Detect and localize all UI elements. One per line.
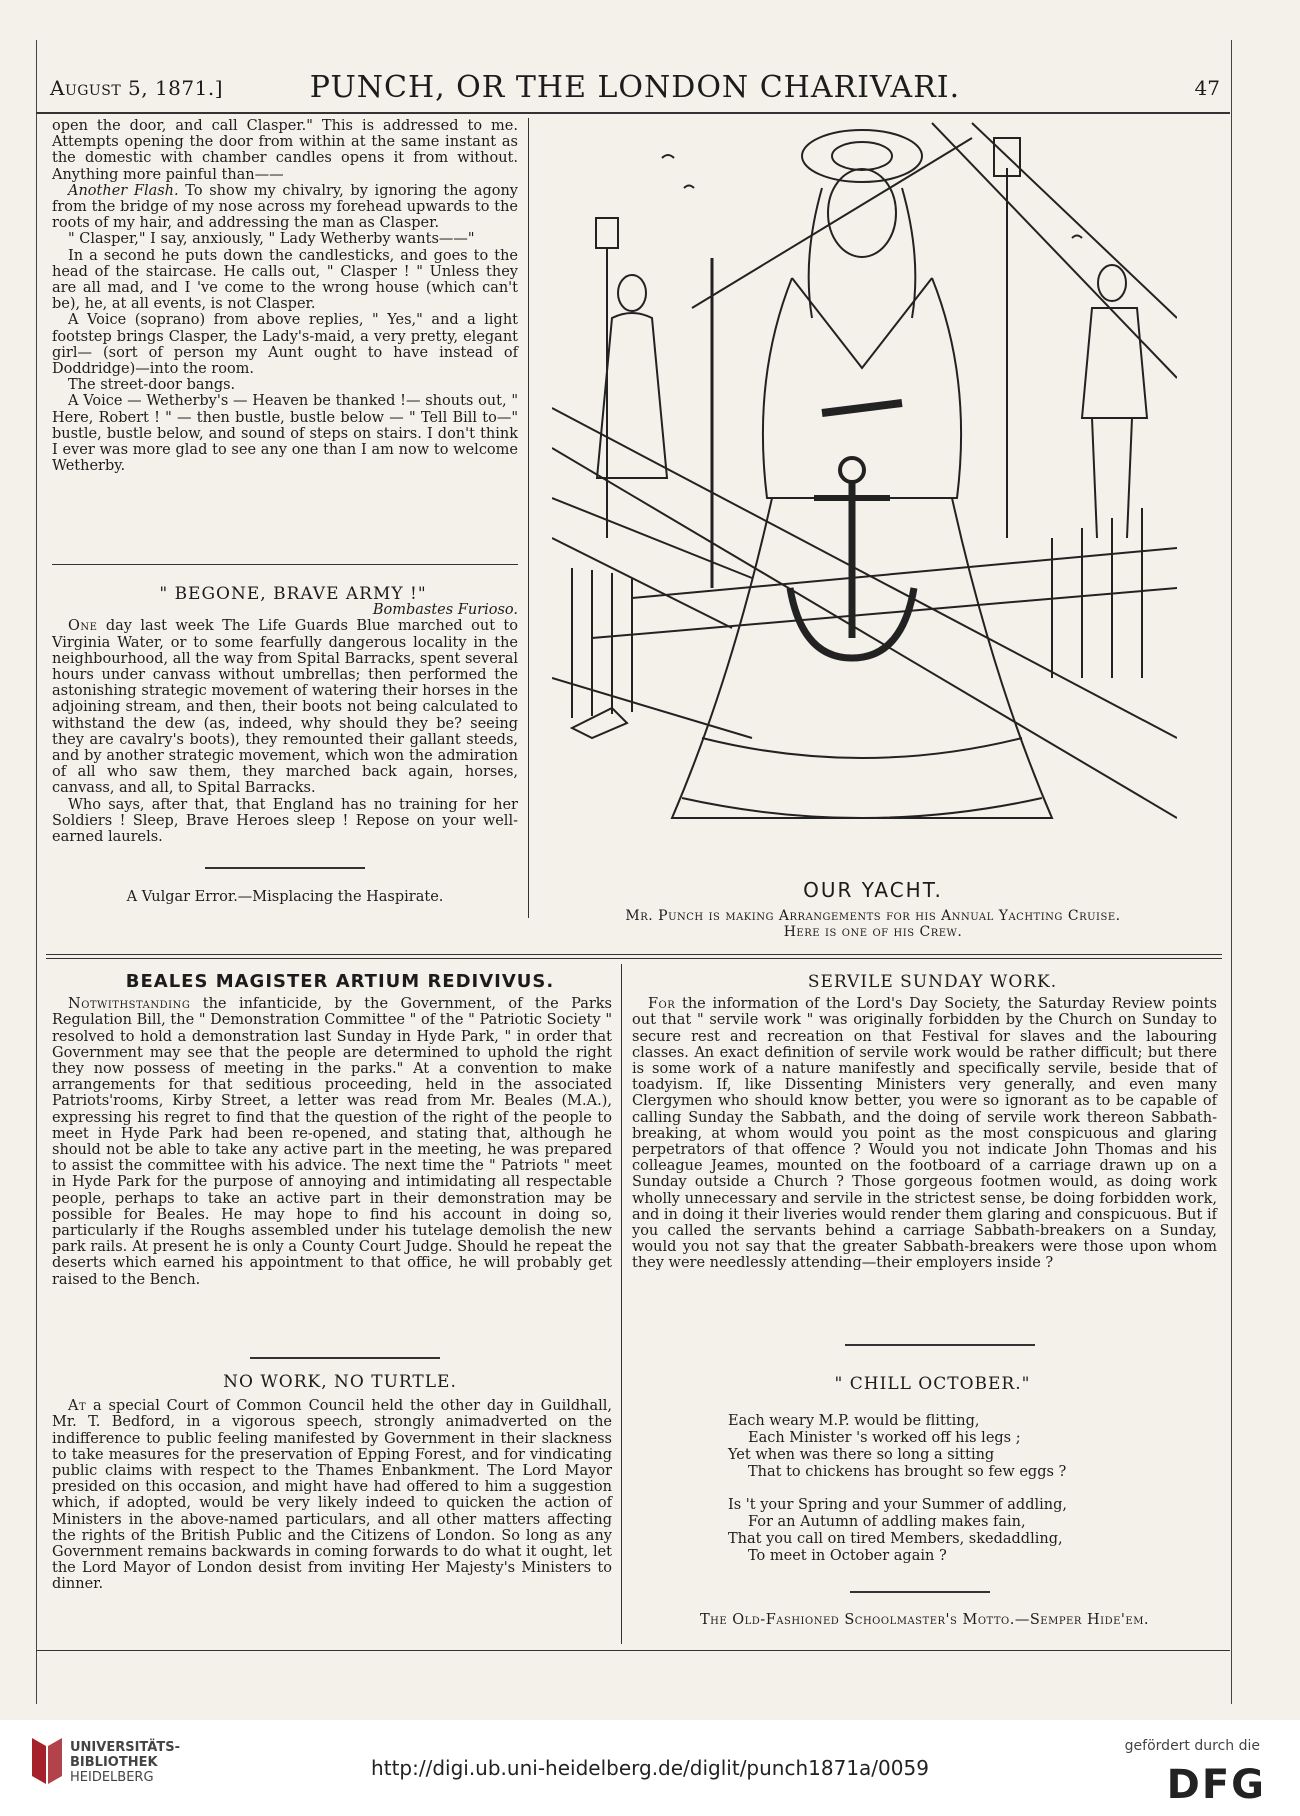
turtle-title: NO WORK, NO TURTLE. bbox=[223, 1372, 457, 1392]
paragraph: Notwithstanding the infanticide, by the Government, of the Parks Regulation Bill, the " Demonstration Committee " of the " Patriotic Society " resolved to hold a demonstration last Sunday in Hyde Park, " in order that Government may see that the people are determined to uphold the right they now possess of meeting in the parks." At a convention to make arrangements for that seditious proceeding, held in the associated Patriots'rooms, Kirby Street, a letter was read from Mr. Beales (M.A.), expressing his regret to find that the question of the right of the people to meet in Hyde Park had been re-opened, and stating that, although he should not be able to take any active part in the meeting, he was prepared to assist the committee with his advice. The next time the " Patriots " meet in Hyde Park for the purpose of annoying and intimidating all respectable people, perhaps to take an active part in their demonstration may be possible for Beales. He may hope to find his account in doing so, particularly if the Roughs assembled under his tutelage demolish the new park rails. At present he is only a County Court Judge. Should he repeat the deserts which earned his appointment to that office, he will probably get raised to the Bench. bbox=[52, 996, 612, 1288]
header-title: PUNCH, OR THE LONDON CHARIVARI. bbox=[309, 70, 961, 105]
cartoon-caption-line1: Mr. Punch is making Arrangements for his Annual Yachting Cruise. bbox=[625, 908, 1121, 924]
army-title: " BEGONE, BRAVE ARMY !" bbox=[159, 584, 427, 604]
army-article bbox=[52, 586, 518, 905]
beales-title: BEALES MAGISTER ARTIUM REDIVIVUS. bbox=[125, 971, 555, 992]
schoolmaster-motto: The Old-Fashioned Schoolmaster's Motto.—Semper Hide'em. bbox=[699, 1612, 1150, 1628]
paragraph: One day last week The Life Guards Blue marched out to Virginia Water, or to some fearfully dangerous locality in the neighbourhood, all the way from Spital Barracks, spent several hours under canvass without umbrellas; then performed the astonishing strategic movement of watering their horses in the adjoining stream, and then, their boots not being calculated to withstand the dew (as, indeed, why should they be? seeing they are cavalry's boots), they remounted their gallant steeds, and by another strategic movement, which won the admiration of all who saw them, they marched back again, horses, canvass, and all, to Spital Barracks. bbox=[52, 618, 518, 797]
short-rule bbox=[845, 1344, 1035, 1346]
poem-line: Each Minister 's worked off his legs ; bbox=[748, 1430, 1021, 1446]
cartoon-caption bbox=[528, 878, 1218, 940]
paragraph: The street-door bangs. bbox=[68, 377, 236, 394]
paragraph: A Voice — Wetherby's — Heaven be thanked !— shouts out, " Here, Robert ! " — then bustle, bustle below — " Tell Bill to—" bustle, bustle below, and sound of steps on stairs. I don't think I ever was more glad to see any one than I am now to welcome Wetherby. bbox=[52, 393, 518, 475]
paragraph: For the information of the Lord's Day Society, the Saturday Review points out that " servile work " was originally forbidden by the Church on Sunday to secure rest and recreation on that Festival for slaves and the labouring classes. An exact definition of servile work would be rather difficult; but there is some work of a nature manifestly and specifically servile, beside that of toadyism. If, like Dissenting Ministers very generally, and even many Clergymen who should know better, you were so ignorant as to be capable of calling Sunday the Sabbath, and the doing of servile work thereon Sabbath-breaking, at whom would you point as the most conspicuous and glaring perpetrators of that offence ? Would you not indicate John Thomas and his colleague Jeames, mounted on the footboard of a carriage drawn up on a Sunday outside a Church ? Those gorgeous footmen would, as doing work wholly unnecessary and servile in the strictest sense, be doing forbidden work, and in doing it their liveries would render them glaring and conspicuous. But if you called the servants behind a carriage Sabbath-breakers on a Sunday, would you not say that the greater Sabbath-breakers were those upon whom they were needlessly attending—their employers inside ? bbox=[632, 996, 1217, 1272]
section-rule bbox=[52, 564, 518, 565]
beales-article bbox=[52, 971, 612, 1288]
turtle-article bbox=[52, 1374, 612, 1593]
header-date: August 5, 1871.] bbox=[50, 76, 224, 100]
poem-line: To meet in October again ? bbox=[748, 1548, 947, 1564]
servile-title: SERVILE SUNDAY WORK. bbox=[807, 972, 1058, 992]
cartoon-title: OUR YACHT. bbox=[803, 878, 943, 902]
poem-line: That you call on tired Members, skedaddling, bbox=[728, 1531, 1063, 1547]
short-rule bbox=[850, 1591, 990, 1593]
october-poem bbox=[632, 1376, 1217, 1565]
poem-line: Is 't your Spring and your Summer of addling, bbox=[728, 1497, 1068, 1513]
our-yacht-illustration bbox=[552, 118, 1177, 876]
army-attribution: Bombastes Furioso. bbox=[372, 602, 518, 619]
paragraph: " Clasper," I say, anxiously, " Lady Wetherby wants——" bbox=[68, 231, 475, 248]
vulgar-error-joke: A Vulgar Error.—Misplacing the Haspirate. bbox=[126, 889, 444, 906]
dfg-logo: DFG bbox=[1166, 1762, 1266, 1808]
poem-line: For an Autumn of addling makes fain, bbox=[748, 1514, 1026, 1530]
library-name: UNIVERSITÄTS- BIBLIOTHEK HEIDELBERG bbox=[70, 1740, 180, 1785]
bottom-rule bbox=[36, 1650, 1230, 1651]
left-top-column bbox=[52, 118, 518, 474]
section-rule bbox=[46, 958, 1222, 959]
poem-stanza bbox=[712, 1413, 1217, 1481]
library-footer bbox=[0, 1720, 1300, 1816]
paragraph: Another Flash. To show my chivalry, by ignoring the agony from the bridge of my nose across my forehead upwards to the roots of my hair, and addressing the man as Clasper. bbox=[52, 182, 518, 232]
section-rule bbox=[46, 954, 1222, 955]
paragraph: At a special Court of Common Council held the other day in Guildhall, Mr. T. Bedford, in a vigorous speech, strongly animadverted on the indifference to public feeling manifested by Government in their slackness to take measures for the preservation of Epping Forest, and for vindicating public claims with respect to the Thames Enbankment. The Lord Mayor presided on this occasion, and might have had offered to him a suggestion which, if adopted, would be very likely indeed to quicken the action of Ministers in the above-named particulars, and all other matters affecting the rights of the British Public and the Citizens of London. So long as any Government remains backwards in coming forwards to do what it ought, let the Lord Mayor of London desist from inviting Her Majesty's Ministers to dinner. bbox=[52, 1398, 612, 1593]
page-header bbox=[50, 70, 1220, 110]
paragraph: A Voice (soprano) from above replies, " Yes," and a light footstep brings Clasper, the Lady's-maid, a very pretty, elegant girl— (sort of person my Aunt ought to have instead of Doddridge)—into the room. bbox=[52, 312, 518, 378]
paragraph: open the door, and call Clasper." This is addressed to me. Attempts opening the door from within at the same instant as the domestic with chamber candles opens it from without. Anything more painful than—— bbox=[52, 118, 518, 183]
poem-stanza bbox=[712, 1497, 1217, 1565]
paragraph: In a second he puts down the candlesticks, and goes to the head of the staircase. He calls out, " Clasper ! " Unless they are all mad, and I 've come to the wrong house (which can't be), he, at all events, is not Clasper. bbox=[52, 247, 518, 313]
permalink-url[interactable]: http://digi.ub.uni-heidelberg.de/diglit/punch1871a/0059 bbox=[371, 1756, 929, 1780]
cartoon-caption-line2: Here is one of his Crew. bbox=[783, 924, 963, 940]
funding-label: gefördert durch die bbox=[1124, 1738, 1260, 1754]
poem-line: Each weary M.P. would be flitting, bbox=[728, 1413, 980, 1429]
servile-article bbox=[632, 974, 1217, 1272]
october-title: " CHILL OCTOBER." bbox=[834, 1374, 1031, 1394]
short-rule bbox=[205, 867, 365, 869]
column-divider bbox=[621, 964, 622, 1644]
column-divider bbox=[528, 118, 529, 918]
short-rule bbox=[250, 1357, 440, 1359]
paragraph: Who says, after that, that England has no training for her Soldiers ! Sleep, Brave Heroes sleep ! Repose on your well-earned laurels. bbox=[52, 796, 518, 846]
poem-line: That to chickens has brought so few eggs ? bbox=[748, 1464, 1067, 1480]
header-rule bbox=[36, 112, 1230, 114]
header-page-number: 47 bbox=[1194, 76, 1220, 100]
poem-line: Yet when was there so long a sitting bbox=[728, 1447, 995, 1463]
